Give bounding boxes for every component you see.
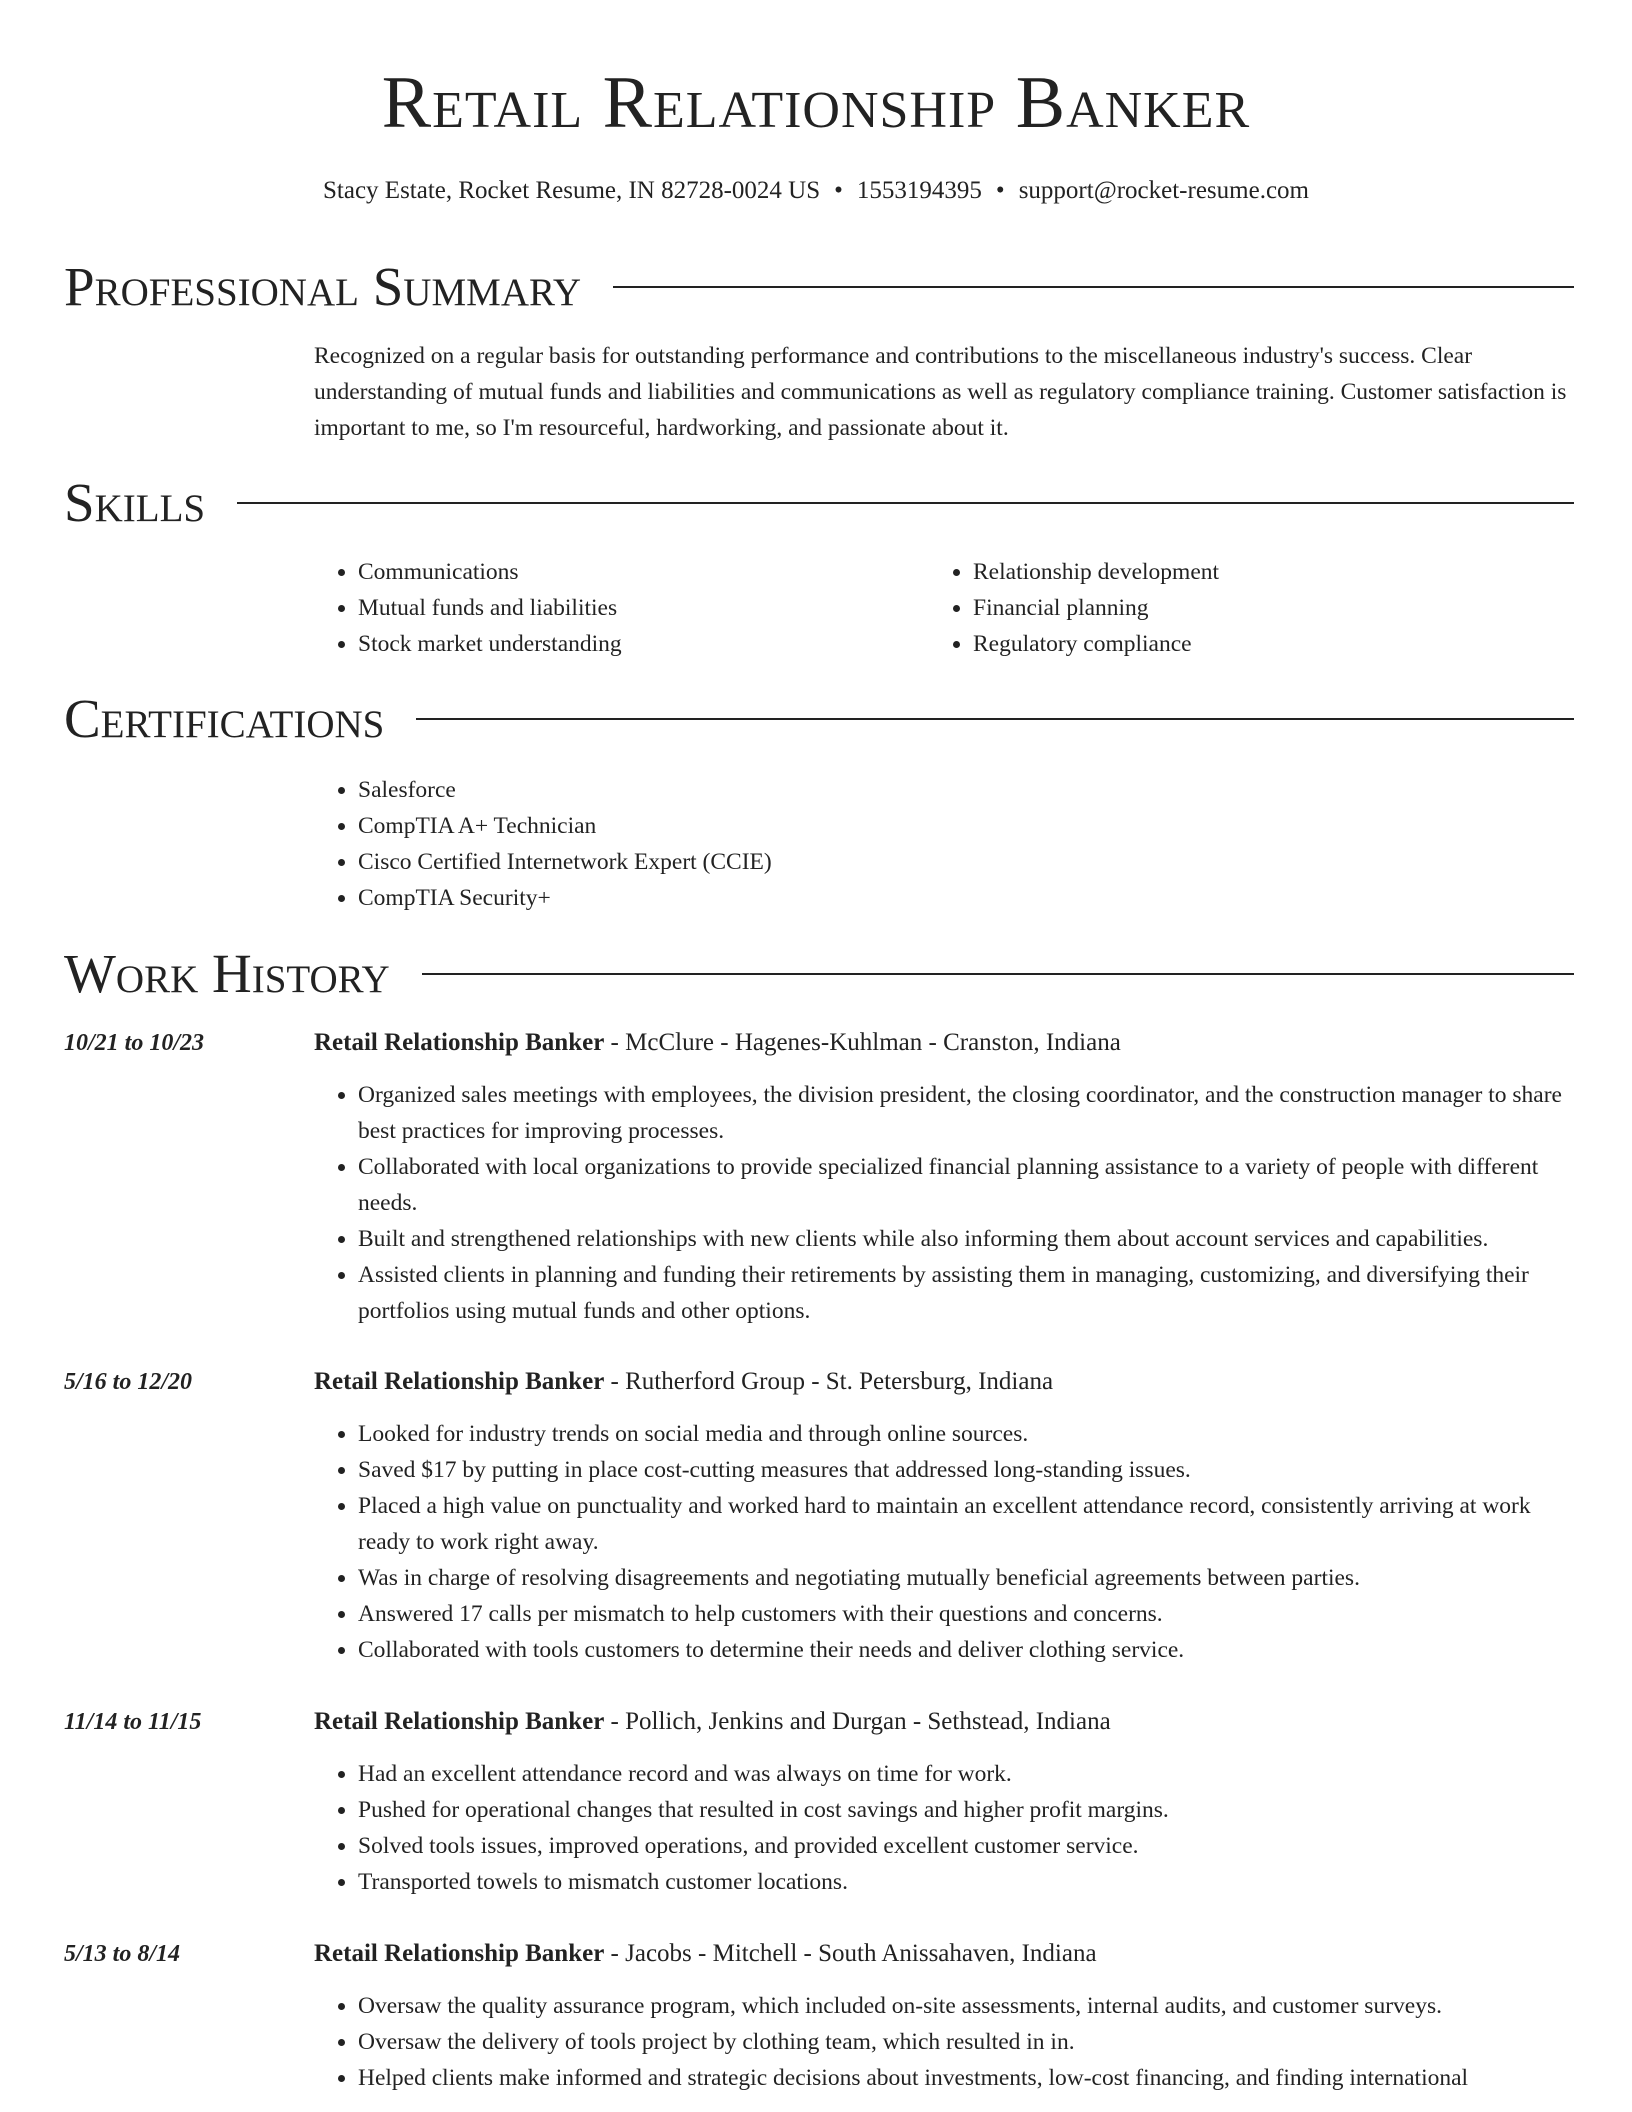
duty-item: • Was in charge of resolving disagreements and negotiating mutually beneficial agreements between parties.	[358, 1560, 1574, 1596]
certifications-list	[314, 772, 1574, 916]
job-employer-location: - Pollich, Jenkins and Durgan - Sethstead, Indiana	[604, 1708, 1111, 1735]
job-employer-location: - McClure - Hagenes-Kuhlman - Cranston, Indiana	[604, 1029, 1121, 1056]
job-dates: 10/21 to 10/23	[64, 1030, 205, 1056]
job-title-line	[314, 1364, 1053, 1400]
job-dates: 5/13 to 8/14	[64, 1941, 181, 1967]
section-title-certifications: Certifications	[64, 688, 385, 749]
section-title-work-history: Work History	[64, 943, 390, 1004]
summary-text: Recognized on a regular basis for outstanding performance and contributions to the miscellaneous industry's success. Clear understanding of mutual funds and liabilities and communications as well as regulatory compliance training. Customer satisfaction is important to me, so I'm resourceful, hardworking, and passionate about it.	[314, 343, 1567, 441]
duty-item: • Looked for industry trends on social media and through online sources.	[358, 1416, 1574, 1452]
certification-item: • CompTIA Security+	[358, 880, 1574, 916]
skill-item: • Communications	[358, 554, 929, 590]
resume-name-title: Retail Relationship Banker	[381, 62, 1251, 144]
duty-item: • Saved $17 by putting in place cost-cutting measures that addressed long-standing issues.	[358, 1452, 1574, 1488]
contact-address: Stacy Estate, Rocket Resume, IN 82728-0024 US	[323, 177, 821, 204]
duty-item: • Collaborated with tools customers to determine their needs and deliver clothing service.	[358, 1632, 1574, 1668]
skill-item: • Financial planning	[973, 590, 1544, 626]
skills-column-right	[929, 554, 1544, 662]
certification-item: • Salesforce	[358, 772, 1574, 808]
job-title: Retail Relationship Banker	[314, 1940, 605, 1967]
job-title: Retail Relationship Banker	[314, 1368, 605, 1395]
duty-item: • Pushed for operational changes that resulted in cost savings and higher profit margins.	[358, 1792, 1574, 1828]
job-duties	[314, 1077, 1574, 1329]
section-divider	[613, 286, 1574, 288]
job-title-line	[314, 1704, 1111, 1740]
skill-item: • Stock market understanding	[358, 626, 929, 662]
job-employer-location: - Jacobs - Mitchell - South Anissahaven, Indiana	[604, 1940, 1097, 1967]
job-title: Retail Relationship Banker	[314, 1029, 605, 1056]
section-title-skills: Skills	[64, 472, 206, 533]
section-header-skills	[64, 470, 1574, 536]
job-title-line	[314, 1025, 1121, 1061]
certification-item: • CompTIA A+ Technician	[358, 808, 1574, 844]
job-duties	[314, 1756, 1574, 1900]
duty-item: • Had an excellent attendance record and was always on time for work.	[358, 1756, 1574, 1792]
job-employer-location: - Rutherford Group - St. Petersburg, Indiana	[604, 1368, 1054, 1395]
skills-list	[314, 554, 1574, 662]
duty-item: • Assisted clients in planning and funding their retirements by assisting them in managing, customizing, and diversifying their portfolios using mutual funds and other options.	[358, 1257, 1574, 1329]
duty-item: • Helped clients make informed and strategic decisions about investments, low-cost financing, and finding international	[358, 2060, 1574, 2096]
duty-item: • Built and strengthened relationships with new clients while also informing them about account services and capabilities.	[358, 1221, 1574, 1257]
skill-item: • Relationship development	[973, 554, 1544, 590]
contact-separator: •	[834, 177, 843, 204]
job-duties	[314, 1416, 1574, 1668]
contact-separator: •	[995, 177, 1005, 204]
duty-item: • Placed a high value on punctuality and worked hard to maintain an excellent attendance record, consistently arriving at work ready to work right away.	[358, 1488, 1574, 1560]
skills-column-left	[314, 554, 929, 662]
contact-line	[0, 174, 1632, 208]
section-header-work-history	[64, 941, 1574, 1007]
section-header-summary	[64, 254, 1574, 320]
contact-phone: 1553194395	[856, 177, 982, 204]
job-duties	[314, 1988, 1574, 2096]
duty-item: • Collaborated with local organizations to provide specialized financial planning assistance to a variety of people with different needs.	[358, 1149, 1574, 1221]
section-divider	[416, 718, 1574, 720]
section-title-summary: Professional Summary	[64, 256, 582, 317]
contact-email: support@rocket-resume.com	[1018, 177, 1309, 204]
skill-item: • Mutual funds and liabilities	[358, 590, 929, 626]
duty-item: • Solved tools issues, improved operations, and provided excellent customer service.	[358, 1828, 1574, 1864]
duty-item: • Organized sales meetings with employees, the division president, the closing coordinator, and the construction manager to share best practices for improving processes.	[358, 1077, 1574, 1149]
certification-item: • Cisco Certified Internetwork Expert (CCIE)	[358, 844, 1574, 880]
duty-item: • Answered 17 calls per mismatch to help customers with their questions and concerns.	[358, 1596, 1574, 1632]
section-header-certifications	[64, 686, 1574, 752]
job-title-line	[314, 1936, 1097, 1972]
job-dates: 5/16 to 12/20	[64, 1369, 193, 1395]
duty-item: • Oversaw the delivery of tools project by clothing team, which resulted in in.	[358, 2024, 1574, 2060]
job-dates: 11/14 to 11/15	[64, 1709, 202, 1735]
duty-item: • Transported towels to mismatch customer locations.	[358, 1864, 1574, 1900]
skill-item: • Regulatory compliance	[973, 626, 1544, 662]
duty-item: • Oversaw the quality assurance program, which included on-site assessments, internal audits, and customer surveys.	[358, 1988, 1574, 2024]
section-divider	[422, 973, 1574, 975]
job-title: Retail Relationship Banker	[314, 1708, 605, 1735]
section-divider	[237, 502, 1574, 504]
